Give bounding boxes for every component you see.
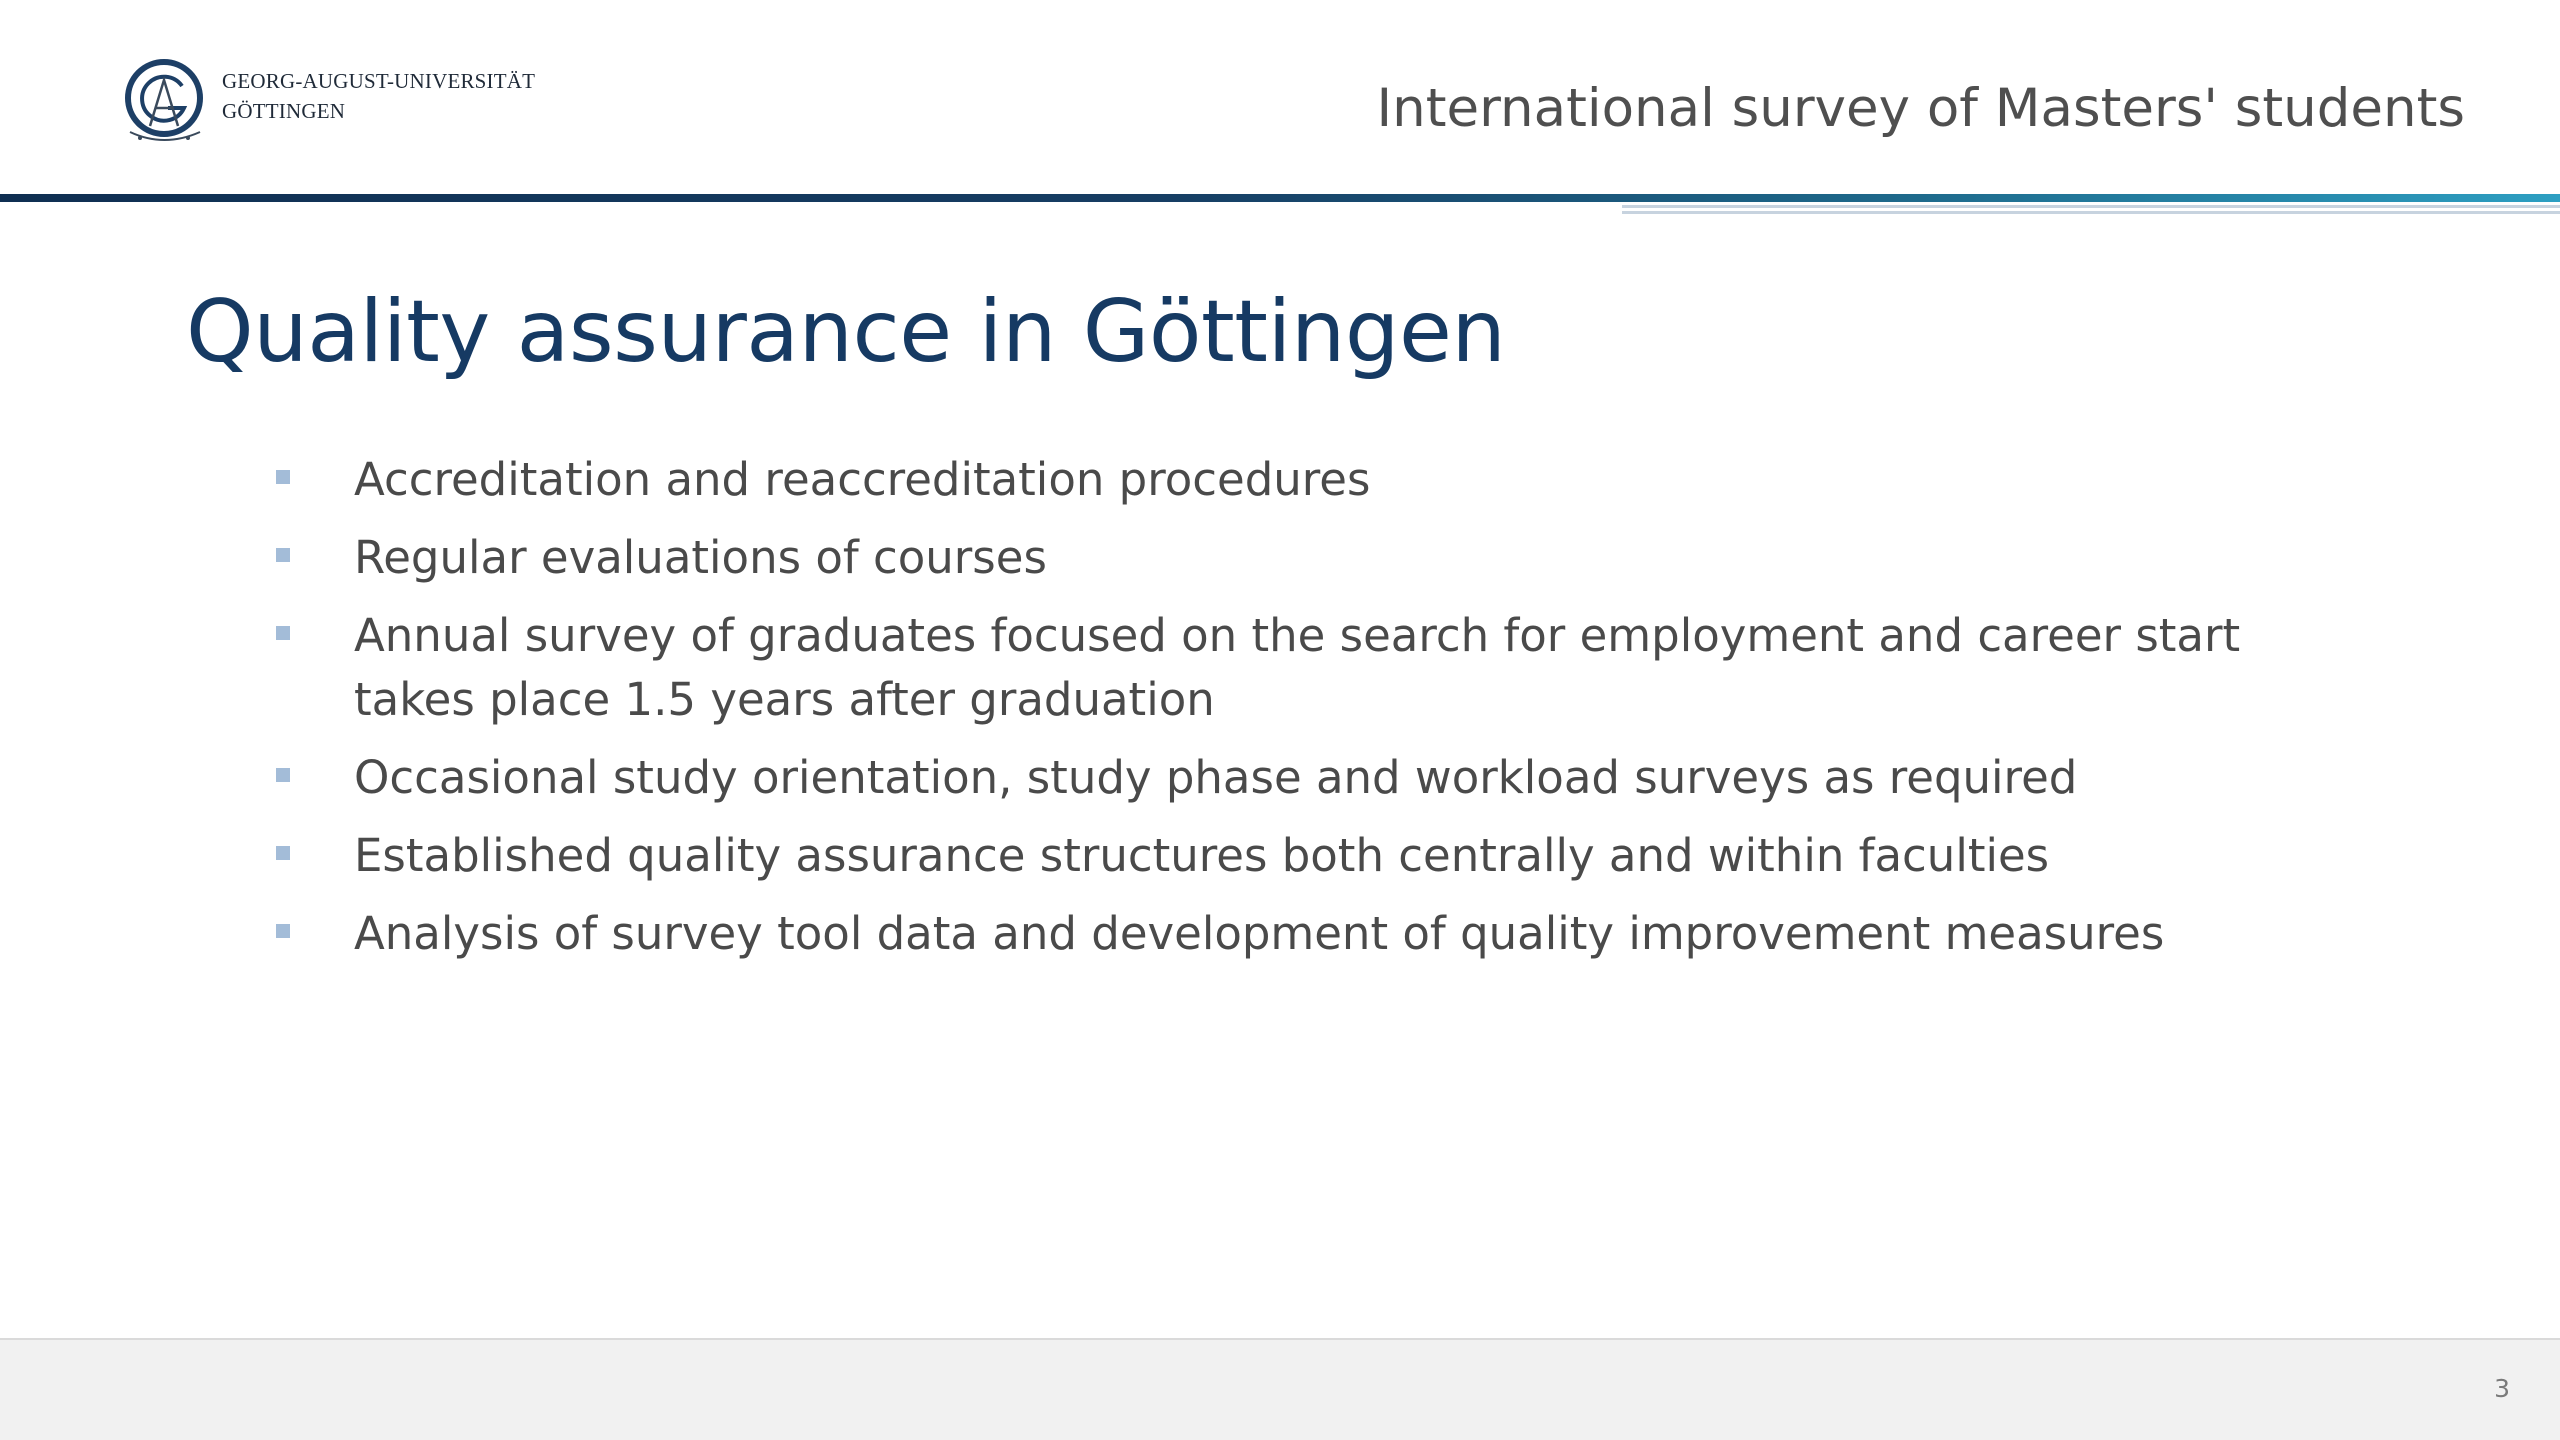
bullet-square-icon bbox=[276, 924, 290, 938]
university-name-line1: GEORG-AUGUST-UNIVERSITÄT bbox=[222, 69, 536, 93]
slide-title: Quality assurance in Göttingen bbox=[186, 282, 1506, 382]
header-divider bbox=[0, 194, 2560, 202]
bullet-item bbox=[270, 902, 2320, 966]
bullet-square-icon bbox=[276, 768, 290, 782]
university-name bbox=[222, 66, 535, 126]
bullet-item bbox=[270, 604, 2320, 732]
bullet-text: Established quality assurance structures both centrally and within faculties bbox=[354, 829, 2050, 882]
university-logo bbox=[120, 56, 540, 146]
university-name-line2: GÖTTINGEN bbox=[222, 99, 346, 123]
page-number: 3 bbox=[2494, 1374, 2510, 1403]
bullet-list bbox=[270, 448, 2320, 980]
bullet-text: Analysis of survey tool data and development of quality improvement measures bbox=[354, 907, 2165, 960]
bullet-square-icon bbox=[276, 548, 290, 562]
slide-footer bbox=[0, 1338, 2560, 1440]
bullet-item bbox=[270, 448, 2320, 512]
header-divider-accent-top bbox=[1622, 205, 2560, 208]
bullet-text: Occasional study orientation, study phase and workload surveys as required bbox=[354, 751, 2078, 804]
bullet-square-icon bbox=[276, 470, 290, 484]
header-divider-accent-bottom bbox=[1622, 211, 2560, 214]
bullet-text: Accreditation and reaccreditation procedures bbox=[354, 453, 1371, 506]
bullet-square-icon bbox=[276, 626, 290, 640]
bullet-item bbox=[270, 526, 2320, 590]
bullet-square-icon bbox=[276, 846, 290, 860]
presentation-title: International survey of Masters' students bbox=[1376, 78, 2465, 139]
bullet-item bbox=[270, 746, 2320, 810]
bullet-text: Annual survey of graduates focused on the search for employment and career start takes place 1.5 years after graduation bbox=[354, 609, 2241, 726]
university-seal-icon bbox=[120, 56, 212, 144]
bullet-item bbox=[270, 824, 2320, 888]
bullet-text: Regular evaluations of courses bbox=[354, 531, 1047, 584]
